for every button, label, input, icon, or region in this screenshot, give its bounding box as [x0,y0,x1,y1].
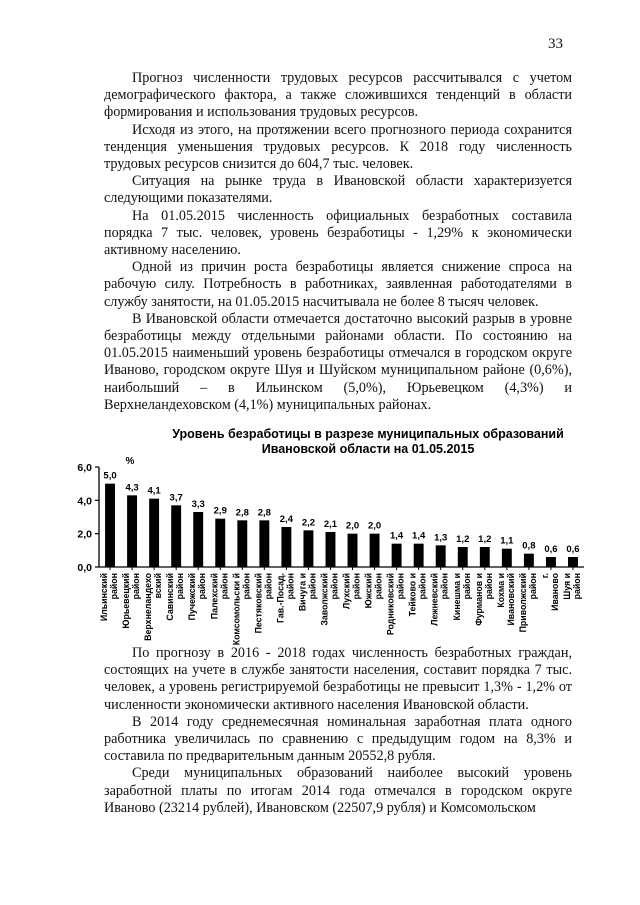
data-label: 0,6 [544,544,558,555]
data-label: 4,3 [125,482,139,494]
category-label: Верхнеландеховский [143,573,164,641]
data-label: 2,8 [257,507,271,519]
category-label: Кохма иИвановский [495,573,516,626]
text-bottom [104,645,572,817]
data-label: 2,1 [323,519,338,530]
paragraph: На 01.05.2015 численность официальных безработных составила порядка 7 тыс. человек, уровень безработицы - 1,29% к экономически активному населению. [104,207,572,259]
paragraph: В 2014 году среднемесячная номинальная заработная плата одного работника увеличилась по сравнению с предыдущим годом на 8,3% и составила по предварительным данным 20552,8 рубля. [104,713,572,765]
bar [370,534,380,567]
bar [237,520,247,567]
category-label: Пестяковскийрайон [253,573,274,634]
data-label: 2,8 [235,507,249,519]
category-label: Вичуга ирайон [297,573,318,612]
bar [281,527,291,567]
chart-subtitle: Ивановской области на 01.05.2015 [261,442,475,456]
category-label: Юрьевецкийрайон [121,573,142,629]
paragraph: По прогнозу в 2016 - 2018 годах численность безработных граждан, состоящих на учете в службе занятости населения, составит порядка 7 тыс. человек, а уровень регистрируемой безработицы не превысит 1,3% - 1,2% от численности экономически активного населения Ивановской области. [104,645,572,713]
data-label: 1,1 [500,535,514,547]
bar [193,512,203,567]
category-label: Ильинскийрайон [99,573,120,622]
y-tick-label: 4,0 [77,495,92,508]
chart-svg [64,424,588,646]
paragraph: Среди муниципальных образований наиболее высокий уровень заработной платы по итогам 2014 года отмечался в городском округе Иваново (23214 рублей), Ивановском (22507,9 рубля) и Комсомольском [104,765,572,816]
category-label: Лухскийрайон [341,573,362,609]
data-label: 4,1 [147,485,161,497]
bar [392,544,402,567]
category-label: Приволжскийрайон [517,573,538,633]
data-label: 2,2 [301,517,316,529]
bar [127,495,137,567]
y-tick-label: 6,0 [77,462,92,474]
data-label: 0,8 [522,540,536,552]
category-label: Савинскийрайон [165,573,186,621]
bar [458,547,468,567]
y-tick-label: 0,0 [77,562,92,574]
data-label: 3,7 [169,492,183,504]
category-label: Палехскийрайон [209,573,230,620]
paragraph: В Ивановской области отмечается достаточно высокий разрыв в уровне безработицы между отдельными районами области. По состоянию на 01.05.2015 наименьший уровень безработицы отмечался в городском округе Иваново, городском округе Шуя и Шуйском муниципальном районе (0,6%), наибольший – в Ильинском (5,0%), Юрьевецком (4,3%) и Верхнеландеховском (4,1%) муниципальных районах. [104,310,572,413]
data-label: 2,0 [345,520,360,532]
paragraph: Одной из причин роста безработицы является снижение спроса на рабочую силу. Потребность в работниках, заявленная работодателями в службу занятости, на 01.05.2015 насчитывала не более 8 тысяч человек. [104,259,572,310]
paragraph: Ситуация на рынке труда в Ивановской области характеризуется следующими показателями. [104,173,572,207]
bar [568,557,578,567]
text-top [104,70,572,414]
category-label: Гав.-Посад.район [275,573,296,624]
bar [215,519,225,567]
data-label: 2,4 [279,514,293,525]
bar [546,557,556,567]
data-label: 2,0 [367,520,382,532]
bar [502,549,512,567]
bar [480,547,490,567]
data-label: 5,0 [103,470,117,482]
category-label: Шуя ирайон [561,573,582,600]
category-label: Фурманов ирайон [473,573,494,626]
category-label: Родниковскийрайон [385,573,406,636]
paragraph: Исходя из этого, на протяжении всего прогнозного периода сохранится тенденция уменьшения трудовых ресурсов. К 2018 году численность трудовых ресурсов снизится до 604,7 тыс. человек. [104,121,572,173]
category-label: Заволжскийрайон [319,573,340,626]
category-label: Пучежскийрайон [187,573,208,621]
data-label: 2,9 [213,505,227,517]
data-label: 0,6 [566,544,580,555]
data-label: 1,4 [390,530,404,542]
bar [171,505,181,567]
bar [436,545,446,567]
bar [524,554,534,567]
page-number: 33 [548,36,563,52]
bar [348,534,358,567]
category-label: Комсомольски йрайон [231,573,252,646]
y-tick-label: 2,0 [77,528,92,541]
data-label: 1,2 [478,534,492,545]
bar [149,499,159,567]
unemployment-chart [64,424,588,646]
bar [303,530,313,567]
data-label: 1,2 [456,534,470,545]
y-unit-label: % [125,456,135,467]
data-label: 3,3 [191,499,205,510]
category-label: Тейково ирайон [407,573,428,617]
category-label: г.Иваново [539,573,560,611]
bar [414,544,424,567]
bar [326,532,336,567]
data-label: 1,4 [412,530,426,542]
bar [259,520,269,567]
paragraph: Прогноз численности трудовых ресурсов рассчитывался с учетом демографического фактора, а также сложившихся тенденций в области формирования и использования трудовых ресурсов. [104,70,572,121]
category-label: Южскийрайон [363,573,384,609]
category-label: Лежневскийрайон [429,573,450,626]
category-label: Кинешма ирайон [451,573,472,621]
bar [105,484,115,567]
chart-title: Уровень безработицы в разрезе муниципальных образований [172,427,564,441]
data-label: 1,3 [434,532,448,544]
